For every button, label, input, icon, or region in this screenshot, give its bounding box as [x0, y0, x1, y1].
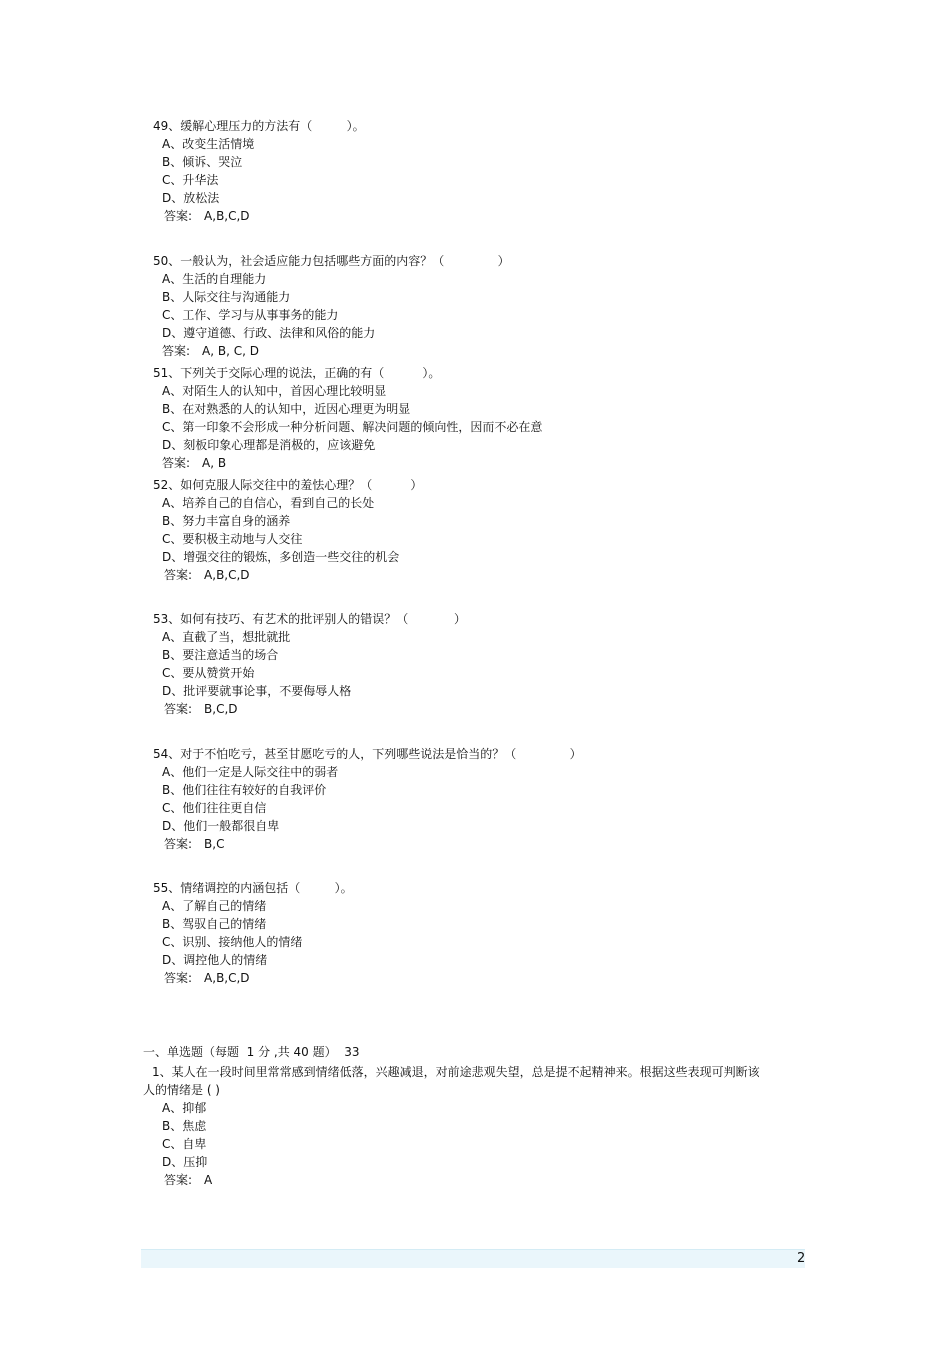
- option-c: C、要积极主动地与人交往: [162, 532, 303, 546]
- option-d: D、他们一般都很自卑: [162, 819, 280, 833]
- option-c: C、自卑: [162, 1137, 207, 1151]
- answer-label: 答案:: [162, 456, 191, 470]
- answer-label: 答案:: [164, 209, 193, 223]
- option-d: D、刻板印象心理都是消极的，应该避免: [162, 438, 376, 452]
- option-d: D、压抑: [162, 1155, 208, 1169]
- question-stem: 55、情绪调控的内涵包括（ ）。: [153, 881, 353, 895]
- option-a: A、改变生活情境: [162, 137, 255, 151]
- option-b: B、人际交往与沟通能力: [162, 290, 291, 304]
- answer-line: [164, 1171, 763, 1189]
- option-a: A、对陌生人的认知中，首因心理比较明显: [162, 384, 387, 398]
- answer-value: B,C,D: [204, 702, 238, 716]
- answer-value: A,B,C,D: [204, 568, 250, 582]
- answer-value: B,C: [204, 837, 225, 851]
- option-a: A、生活的自理能力: [162, 272, 267, 286]
- question-stem: 1、某人在一段时间里常常感到情绪低落，兴趣减退，对前途悲观失望，总是提不起精神来。根据这些表现可判断该人的情绪是 ( ): [143, 1065, 760, 1097]
- option-b: B、要注意适当的场合: [162, 648, 279, 662]
- answer-label: 答案:: [164, 971, 193, 985]
- answer-line: [164, 700, 792, 718]
- option-b: B、在对熟悉的人的认知中，近因心理更为明显: [162, 402, 411, 416]
- answer-line: [162, 454, 792, 472]
- question-stem: 50、一般认为，社会适应能力包括哪些方面的内容？（ ）: [153, 254, 510, 268]
- option-b: B、他们往往有较好的自我评价: [162, 783, 327, 797]
- answer-value: A,B,C,D: [204, 209, 250, 223]
- question-50: [152, 252, 792, 360]
- answer-value: A, B: [202, 456, 227, 470]
- option-c: C、要从赞赏开始: [162, 666, 255, 680]
- option-b: B、倾诉、哭泣: [162, 155, 243, 169]
- question-stem: 53、如何有技巧、有艺术的批评别人的错误？（ ）: [153, 612, 467, 626]
- option-d: D、遵守道德、行政、法律和风俗的能力: [162, 326, 376, 340]
- option-a: A、直截了当，想批就批: [162, 630, 291, 644]
- section-heading: 一、单选题（每题 1 分 ,共 40 题） 33: [143, 1045, 360, 1059]
- option-d: D、放松法: [162, 191, 220, 205]
- option-a: A、培养自己的自信心，看到自己的长处: [162, 496, 375, 510]
- page-number: 2: [797, 1251, 806, 1266]
- option-a: A、抑郁: [162, 1101, 207, 1115]
- question-49: [152, 117, 792, 225]
- answer-label: 答案:: [164, 837, 193, 851]
- answer-value: A, B, C, D: [202, 344, 259, 358]
- question-52: [152, 476, 792, 584]
- answer-line: [164, 207, 792, 225]
- answer-value: A,B,C,D: [204, 971, 250, 985]
- option-c: C、工作、学习与从事事务的能力: [162, 308, 339, 322]
- question-stem: 51、下列关于交际心理的说法，正确的有（ ）。: [153, 366, 441, 380]
- question-stem: 54、对于不怕吃亏，甚至甘愿吃亏的人，下列哪些说法是恰当的？（ ）: [153, 747, 582, 761]
- answer-line: [164, 566, 792, 584]
- answer-line: [164, 835, 792, 853]
- question-stem: 49、缓解心理压力的方法有（ ）。: [153, 119, 365, 133]
- option-c: C、他们往往更自信: [162, 801, 267, 815]
- option-d: D、增强交往的锻炼，多创造一些交往的机会: [162, 550, 400, 564]
- option-c: C、升华法: [162, 173, 219, 187]
- footer-bar: [141, 1249, 805, 1268]
- answer-line: [164, 969, 792, 987]
- answer-label: 答案:: [164, 568, 193, 582]
- option-d: D、批评要就事论事，不要侮辱人格: [162, 684, 352, 698]
- option-d: D、调控他人的情绪: [162, 953, 268, 967]
- question-51: [152, 364, 792, 472]
- answer-label: 答案:: [164, 1173, 193, 1187]
- question-53: [152, 610, 792, 718]
- option-a: A、他们一定是人际交往中的弱者: [162, 765, 339, 779]
- question-stem: 52、如何克服人际交往中的羞怯心理？（ ）: [153, 478, 423, 492]
- option-b: B、驾驭自己的情绪: [162, 917, 267, 931]
- single-choice-question-1: [143, 1063, 763, 1189]
- option-a: A、了解自己的情绪: [162, 899, 267, 913]
- answer-line: [162, 342, 792, 360]
- option-c: C、识别、接纳他人的情绪: [162, 935, 303, 949]
- question-54: [152, 745, 792, 853]
- answer-label: 答案:: [162, 344, 191, 358]
- answer-label: 答案:: [164, 702, 193, 716]
- option-c: C、第一印象不会形成一种分析问题、解决问题的倾向性，因而不必在意: [162, 420, 543, 434]
- option-b: B、焦虑: [162, 1119, 207, 1133]
- question-55: [152, 879, 792, 987]
- answer-value: A: [204, 1173, 213, 1187]
- option-b: B、努力丰富自身的涵养: [162, 514, 291, 528]
